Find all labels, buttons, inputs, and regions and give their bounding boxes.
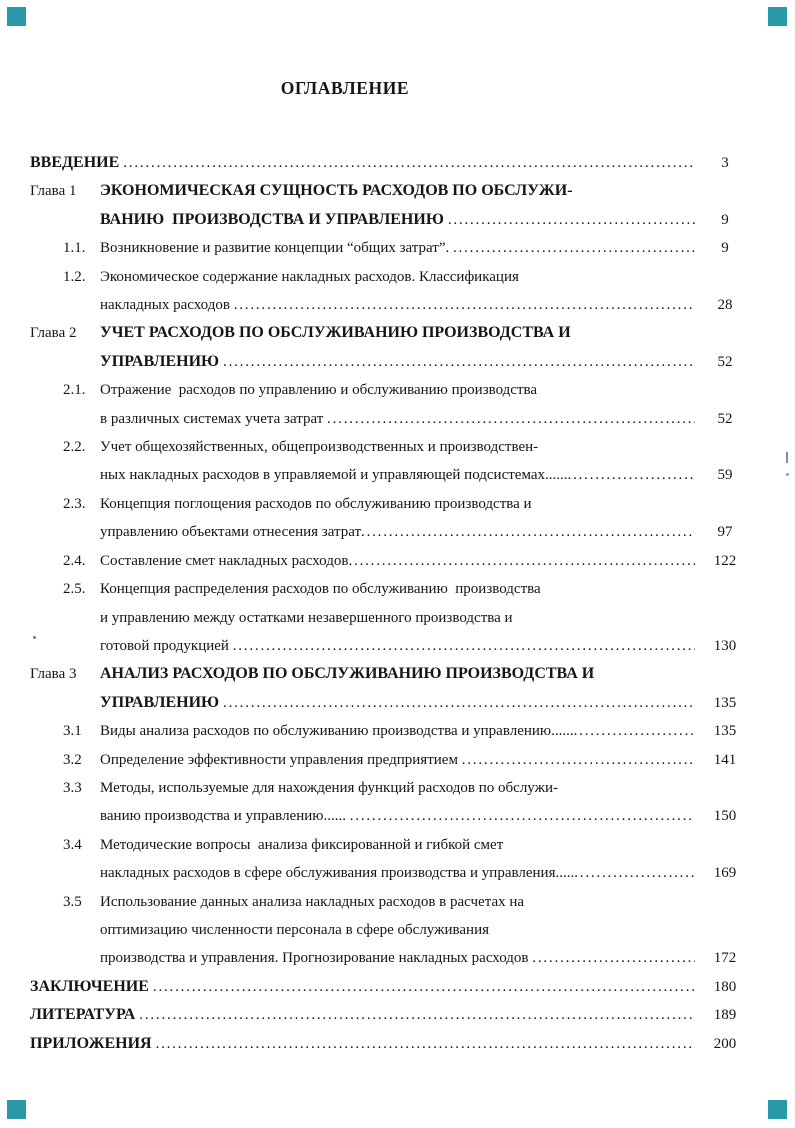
- toc-text: Методы, используемые для нахождения функций расходов по обслужи-: [100, 779, 558, 796]
- toc-entry-body: [100, 774, 755, 831]
- toc-text: Концепция распределения расходов по обслуживанию производства: [100, 581, 541, 598]
- toc-line: [100, 859, 755, 887]
- section-number: 3.2: [63, 751, 82, 768]
- toc-text: Использование данных анализа накладных расходов в расчетах на: [100, 893, 525, 910]
- dot-leader: [139, 1001, 695, 1029]
- toc-text: накладных расходов: [100, 297, 234, 314]
- toc-entry: [30, 177, 755, 234]
- toc-text: Возникновение и развитие концепции “общих затрат”.: [100, 240, 454, 257]
- section-number: 3.1: [63, 723, 82, 740]
- toc-line: [100, 291, 755, 319]
- toc-line: [30, 149, 755, 177]
- chapter-label: Глава 1: [30, 183, 77, 200]
- toc-entry-body: [100, 490, 755, 547]
- dot-leader: [532, 944, 695, 972]
- toc-entry: [30, 973, 755, 1001]
- page-title: ОГЛАВЛЕНИЕ: [280, 78, 410, 98]
- toc-entry-body: [100, 575, 755, 660]
- toc-line: [100, 660, 755, 688]
- toc-text: Экономическое содержание накладных расходов. Классификация: [100, 268, 519, 285]
- toc-line: [100, 802, 755, 830]
- toc-entry: [30, 234, 755, 262]
- toc-line: [100, 916, 755, 944]
- toc-entry: [30, 575, 755, 660]
- page-number: 52: [717, 353, 733, 370]
- dot-leader: [223, 348, 695, 376]
- toc-line: [100, 632, 755, 660]
- toc-line: [30, 973, 755, 1001]
- toc-text: Учет общехозяйственных, общепроизводственных и производствен-: [100, 439, 539, 456]
- dot-leader: [361, 518, 695, 546]
- dot-leader: [153, 973, 695, 1001]
- toc-text: накладных расходов в сфере обслуживания производства и управления.....: [100, 865, 575, 882]
- dot-leader: [574, 717, 695, 745]
- toc-line: [100, 433, 755, 461]
- toc-entry-body: [30, 1001, 755, 1029]
- toc-line: [100, 518, 755, 546]
- toc-text: оптимизацию численности персонала в сфере обслуживания: [100, 921, 489, 938]
- toc-line: [100, 461, 755, 489]
- toc-text: ПРИЛОЖЕНИЯ: [30, 1034, 156, 1052]
- toc-text: Виды анализа расходов по обслуживанию производства и управлению......: [100, 723, 574, 740]
- page-number: 3: [721, 155, 729, 171]
- toc-entry: [30, 1030, 755, 1058]
- toc-text: Отражение расходов по управлению и обслуживанию производства: [100, 382, 538, 399]
- toc-text: производства и управления. Прогнозирование накладных расходов: [100, 950, 533, 967]
- toc-line: [100, 944, 755, 972]
- toc-list: [30, 149, 755, 1058]
- toc-entry: [30, 149, 755, 177]
- toc-line: [100, 376, 755, 404]
- toc-entry: [30, 774, 755, 831]
- page-number: 169: [713, 865, 737, 882]
- section-number: 3.4: [63, 836, 82, 853]
- page-number: 135: [713, 694, 737, 711]
- page-number: 130: [713, 637, 737, 654]
- toc-text: АНАЛИЗ РАСХОДОВ ПО ОБСЛУЖИВАНИЮ ПРОИЗВОДСТВА И: [100, 665, 595, 683]
- toc-line: [100, 575, 755, 603]
- toc-text: ванию производства и управлению......: [100, 808, 350, 825]
- toc-text: Определение эффективности управления предприятием: [100, 751, 462, 768]
- page-number: 97: [717, 524, 733, 541]
- chapter-label: Глава 3: [30, 666, 77, 683]
- toc-entry-body: [100, 888, 755, 973]
- toc-text: управлению объектами отнесения затрат: [100, 524, 362, 541]
- scan-artifact: [33, 636, 36, 639]
- toc-line: [100, 177, 755, 205]
- page-number: 150: [713, 808, 737, 825]
- section-number: 2.3.: [63, 495, 86, 512]
- toc-entry: [30, 376, 755, 433]
- toc-entry-body: [100, 831, 755, 888]
- toc-entry: [30, 319, 755, 376]
- toc-entry-body: [100, 746, 755, 774]
- toc-entry-body: [100, 376, 755, 433]
- toc-entry-body: [30, 973, 755, 1001]
- toc-entry-body: [30, 149, 755, 177]
- section-number: 2.5.: [63, 581, 86, 598]
- page-number: 200: [713, 1035, 737, 1052]
- section-number: 1.1.: [63, 240, 86, 257]
- toc-entry: [30, 888, 755, 973]
- toc-entry: [30, 490, 755, 547]
- toc-text: УЧЕТ РАСХОДОВ ПО ОБСЛУЖИВАНИЮ ПРОИЗВОДСТВА И: [100, 324, 571, 342]
- section-number: 2.4.: [63, 552, 86, 569]
- toc-line: [100, 774, 755, 802]
- toc-entry-body: [30, 1030, 755, 1058]
- page-number: 9: [721, 211, 729, 228]
- dot-leader: [234, 291, 695, 319]
- toc-line: [100, 263, 755, 291]
- toc-text: Методические вопросы анализа фиксированной и гибкой смет: [100, 836, 504, 853]
- toc-text: ВАНИЮ ПРОИЗВОДСТВА И УПРАВЛЕНИЮ: [100, 210, 448, 228]
- toc-text: ЛИТЕРАТУРА: [30, 1006, 140, 1024]
- toc-text: Концепция поглощения расходов по обслуживанию производства и: [100, 495, 532, 512]
- dot-leader: [568, 461, 695, 489]
- page-number: 141: [713, 751, 737, 768]
- toc-entry: [30, 831, 755, 888]
- corner-marker-top-right: [768, 7, 787, 26]
- toc-entry: [30, 717, 755, 745]
- dot-leader: [233, 632, 695, 660]
- page-number: 135: [713, 723, 737, 740]
- toc-entry: [30, 746, 755, 774]
- toc-line: [100, 234, 755, 262]
- section-number: 1.2.: [63, 268, 86, 285]
- toc-line: [100, 717, 755, 745]
- toc-line: [100, 888, 755, 916]
- toc-text: УПРАВЛЕНИЮ: [100, 693, 224, 711]
- toc-text: в различных системах учета затрат: [100, 410, 328, 427]
- toc-line: [100, 604, 755, 632]
- page-number: 28: [717, 297, 733, 314]
- toc-entry: [30, 263, 755, 320]
- toc-line: [100, 689, 755, 717]
- dot-leader: [574, 859, 695, 887]
- dot-leader: [462, 746, 695, 774]
- section-number: 2.2.: [63, 439, 86, 456]
- dot-leader: [223, 689, 695, 717]
- dot-leader: [123, 149, 695, 177]
- dot-leader: [348, 547, 695, 575]
- toc-text: УПРАВЛЕНИЮ: [100, 352, 224, 370]
- toc-line: [100, 348, 755, 376]
- toc-entry: [30, 433, 755, 490]
- toc-text: ЭКОНОМИЧЕСКАЯ СУЩНОСТЬ РАСХОДОВ ПО ОБСЛУЖИ-: [100, 182, 573, 200]
- toc-entry: [30, 547, 755, 575]
- page-number: 122: [713, 552, 737, 569]
- page-number: 180: [713, 978, 737, 995]
- corner-marker-bottom-right: [768, 1100, 787, 1119]
- corner-marker-top-left: [7, 7, 26, 26]
- corner-marker-bottom-left: [7, 1100, 26, 1119]
- page-number: 59: [717, 467, 733, 484]
- toc-text: и управлению между остатками незавершенного производства и: [100, 609, 513, 626]
- toc-entry-body: [100, 319, 755, 376]
- toc-text: готовой продукцией: [100, 637, 233, 654]
- toc-line: [100, 206, 755, 234]
- toc-text: ных накладных расходов в управляемой и управляющей подсистемах......: [100, 467, 568, 484]
- toc-line: [100, 319, 755, 347]
- toc-line: [100, 490, 755, 518]
- toc-line: [100, 405, 755, 433]
- dot-leader: [327, 405, 695, 433]
- dot-leader: [156, 1030, 695, 1058]
- toc-text: ЗАКЛЮЧЕНИЕ: [30, 977, 153, 995]
- toc-line: [100, 831, 755, 859]
- toc-text: ВВЕДЕНИЕ: [30, 154, 124, 171]
- page-number: 9: [721, 240, 729, 257]
- toc-entry-body: [100, 177, 755, 234]
- dot-leader: [453, 234, 695, 262]
- scan-artifact: [786, 452, 788, 463]
- toc-entry-body: [100, 717, 755, 745]
- page-number: 189: [713, 1007, 737, 1024]
- toc-line: [100, 746, 755, 774]
- toc-line: [30, 1001, 755, 1029]
- toc-entry: [30, 1001, 755, 1029]
- section-number: 2.1.: [63, 382, 86, 399]
- toc-line: [100, 547, 755, 575]
- toc-entry-body: [100, 547, 755, 575]
- page-number: 52: [717, 410, 733, 427]
- toc-text: Составление смет накладных расходов: [100, 552, 349, 569]
- toc-entry-body: [100, 660, 755, 717]
- toc-line: [30, 1030, 755, 1058]
- toc-entry: [30, 660, 755, 717]
- section-number: 3.5: [63, 893, 82, 910]
- chapter-label: Глава 2: [30, 325, 77, 342]
- scan-artifact: [786, 473, 789, 476]
- dot-leader: [448, 206, 695, 234]
- section-number: 3.3: [63, 779, 82, 796]
- dot-leader: [350, 802, 695, 830]
- toc-entry-body: [100, 433, 755, 490]
- toc-entry-body: [100, 234, 755, 262]
- toc-entry-body: [100, 263, 755, 320]
- page-number: 172: [713, 950, 737, 967]
